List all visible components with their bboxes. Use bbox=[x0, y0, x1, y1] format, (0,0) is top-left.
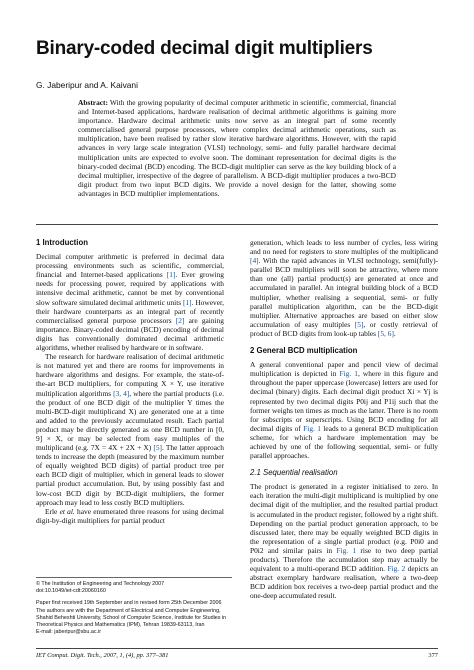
paper-title: Binary-coded decimal digit multipliers bbox=[36, 38, 373, 59]
journal-reference: IET Comput. Digit. Tech., 2007, 1, (4), pp. 377–381 bbox=[36, 652, 169, 659]
abstract bbox=[78, 98, 396, 198]
figure-link[interactable]: Fig. 1 bbox=[303, 423, 321, 433]
citation-link[interactable]: [5] bbox=[354, 319, 364, 329]
doi: doi:10.1049/iet-cdt:20060160 bbox=[36, 588, 106, 595]
author-list: G. Jaberipur and A. Kaivani bbox=[36, 80, 138, 90]
citation-link[interactable]: [1] bbox=[183, 297, 192, 307]
citation-link[interactable]: [5, 6] bbox=[377, 328, 394, 338]
section-heading-general-bcd: 2 General BCD multiplication bbox=[250, 346, 358, 356]
figure-link[interactable]: Fig. 1 bbox=[336, 545, 357, 555]
paragraph: generation, which leads to less number of cycles, less wiring and no need for registers to store multiples of the multiplicand [4]. With the rapid advances in VLSI technology, semi(fully)-parallel BCD multipliers will soon be attractive, where more than one (all) partial product(s) are generated at once and accumulated in parallel. An integral building block of a BCD multiplier, whether realising a sequential, semi- or fully parallel multiplication algorithm, can be the BCD-digit multiplier. Alternative approaches are based on either slow accumulation of easy multiples [5], or costly retrieval of product of BCD digits from look-up tables [5, 6]. bbox=[250, 238, 439, 338]
left-column bbox=[36, 238, 224, 525]
citation-link[interactable]: [1] bbox=[166, 270, 176, 280]
subsection-heading-sequential: 2.1 Sequential realisation bbox=[250, 468, 338, 478]
abstract-label: Abstract: bbox=[78, 98, 108, 107]
citation-link[interactable]: [4] bbox=[250, 256, 259, 266]
citation-link[interactable]: [5] bbox=[153, 443, 163, 453]
received-date: Paper first received 19th September and in revised form 25th December 2006 bbox=[36, 600, 222, 607]
abstract-text: With the growing popularity of decimal computer arithmetic in scientific, commercial, financial and Internet-based applications, hardware realisation of decimal arithmetic algorithms is gaining more importance. Hardware decimal arithmetic units now serve as an integral part of some recently commercialised general purpose processors, where complex decimal arithmetic operations, such as multiplication, have been realised by rather slow iterative hardware algorithms. However, with the rapid advances in very large scale integration (VLSI) technology, semi- and fully parallel hardware decimal multiplication units are expected to evolve soon. The dominant representation for decimal digits is the binary-coded decimal (BCD) encoding. The BCD-digit multiplier can serve as the key building block of a decimal multiplier, irrespective of the degree of parallelism. A BCD-digit multiplier produces a two-BCD digit product from two input BCD digits. We provide a novel design for the latter, showing some advantages in BCD multiplier implementations. bbox=[78, 98, 396, 198]
footnotes bbox=[36, 581, 236, 636]
figure-link[interactable]: Fig. 2 bbox=[387, 564, 406, 574]
citation-link[interactable]: [3, 4] bbox=[113, 388, 130, 398]
page-number: 377 bbox=[428, 652, 438, 659]
footnote-divider bbox=[36, 577, 232, 578]
paragraph: The research for hardware realisation of decimal arithmetic is not matured yet and there are rooms for improvements in hardware algorithms and designs. For example, the state-of-the-art BCD multipliers, for computing X × Y, use iterative multiplication algorithms [3, 4], where the partial products (i.e. the product of one BCD digit of the multiplier Y times the multi-BCD-digit multiplicand X) are generated one at a time and added to the previously accumulated result. Each partial product may be directly generated as one BCD number in [0, 9] × X, or may be selected from easy multiples of the multiplicand (e.g. 7X = 4X + 2X + X) [5]. The latter approach tends to increase the depth (measured by the maximum number of equally weighted BCD digits) of partial product tree per each BCD digit of multiplier, which in general leads to slower partial product accumulation. But, by using possibly fast and low-cost BCD digit by BCD-digit multipliers, the former approach may lead to less costly BCD multipliers. bbox=[36, 352, 224, 507]
paragraph: The product is generated in a register initialised to zero. In each iteration the multi-digit multiplicand is multiplied by one decimal digit of the multiplier, and the resulted partial product is accumulated in the product register, followed by a right shift. Depending on the partial product generation approach, to be discussed later, there may be equally weighted BCD digits in the representation of a single partial product (e.g. P0i0 and P0i2 and similar pairs in Fig. 1 rise to two deep partial products). Therefore the accumulation step may actually be equivalent to a multi-operand BCD addition. Fig. 2 depicts an abstract exemplary hardware realisation, where a two-deep BCD addition box receives a two-deep partial product and the one-deep accumulated result. bbox=[250, 482, 439, 601]
paragraph: Decimal computer arithmetic is preferred in decimal data processing environments such as scientific, commercial, financial and Internet-based applications [1]. Ever growing needs for processing power, required by applications with intensive decimal arithmetic, cannot be met by conventional slow software simulated decimal arithmetic units [1]. However, their hardware counterparts as an integral part of recently commercialised general purpose processors [2] are gaining importance. Binary-coded decimal (BCD) encoding of decimal digits has conventionally dominated decimal arithmetic algorithms, whether realised by hardware or in software. bbox=[36, 252, 224, 353]
section-heading-introduction: 1 Introduction bbox=[36, 238, 88, 247]
abstract-divider bbox=[36, 224, 438, 225]
copyright-notice: © The Institution of Engineering and Technology 2007 bbox=[36, 581, 165, 587]
author-email: E-mail: jaberipur@sbu.ac.ir bbox=[36, 629, 102, 636]
paragraph: Erle et al. have enumerated three reasons for using decimal digit-by-digit multipliers for partial product bbox=[36, 506, 224, 525]
citation-link[interactable]: [2] bbox=[175, 315, 185, 325]
figure-link[interactable]: Fig. 1 bbox=[339, 369, 358, 379]
footer-divider bbox=[36, 648, 438, 649]
right-column bbox=[250, 238, 438, 600]
paragraph: A general conventional paper and pencil view of decimal multiplication is depicted in Fig. 1, where in this figure and throughout the paper uppercase (lowercase) letters are used for decimal (binary) digits. Each decimal digit product Xi × Yj is represented by two decimal digits P0ij and P1ij such that the former weighs ten times as much as the latter. There is no room for subscripts or superscripts. Using BCD encoding for all decimal digits of Fig. 1 leads to a general BCD multiplication scheme, for which a hardware implementation may be achieved by one of the following sequential, semi- or fully parallel approaches. bbox=[250, 360, 438, 461]
affiliation: The authors are with the Department of Electrical and Computer Engineering, Shahid Beheshti University, School of Computer Science, Institute for Studies in Theoretical Physics and Mathematics (IPM), Tehran 19839-63113, Iran bbox=[36, 607, 227, 629]
